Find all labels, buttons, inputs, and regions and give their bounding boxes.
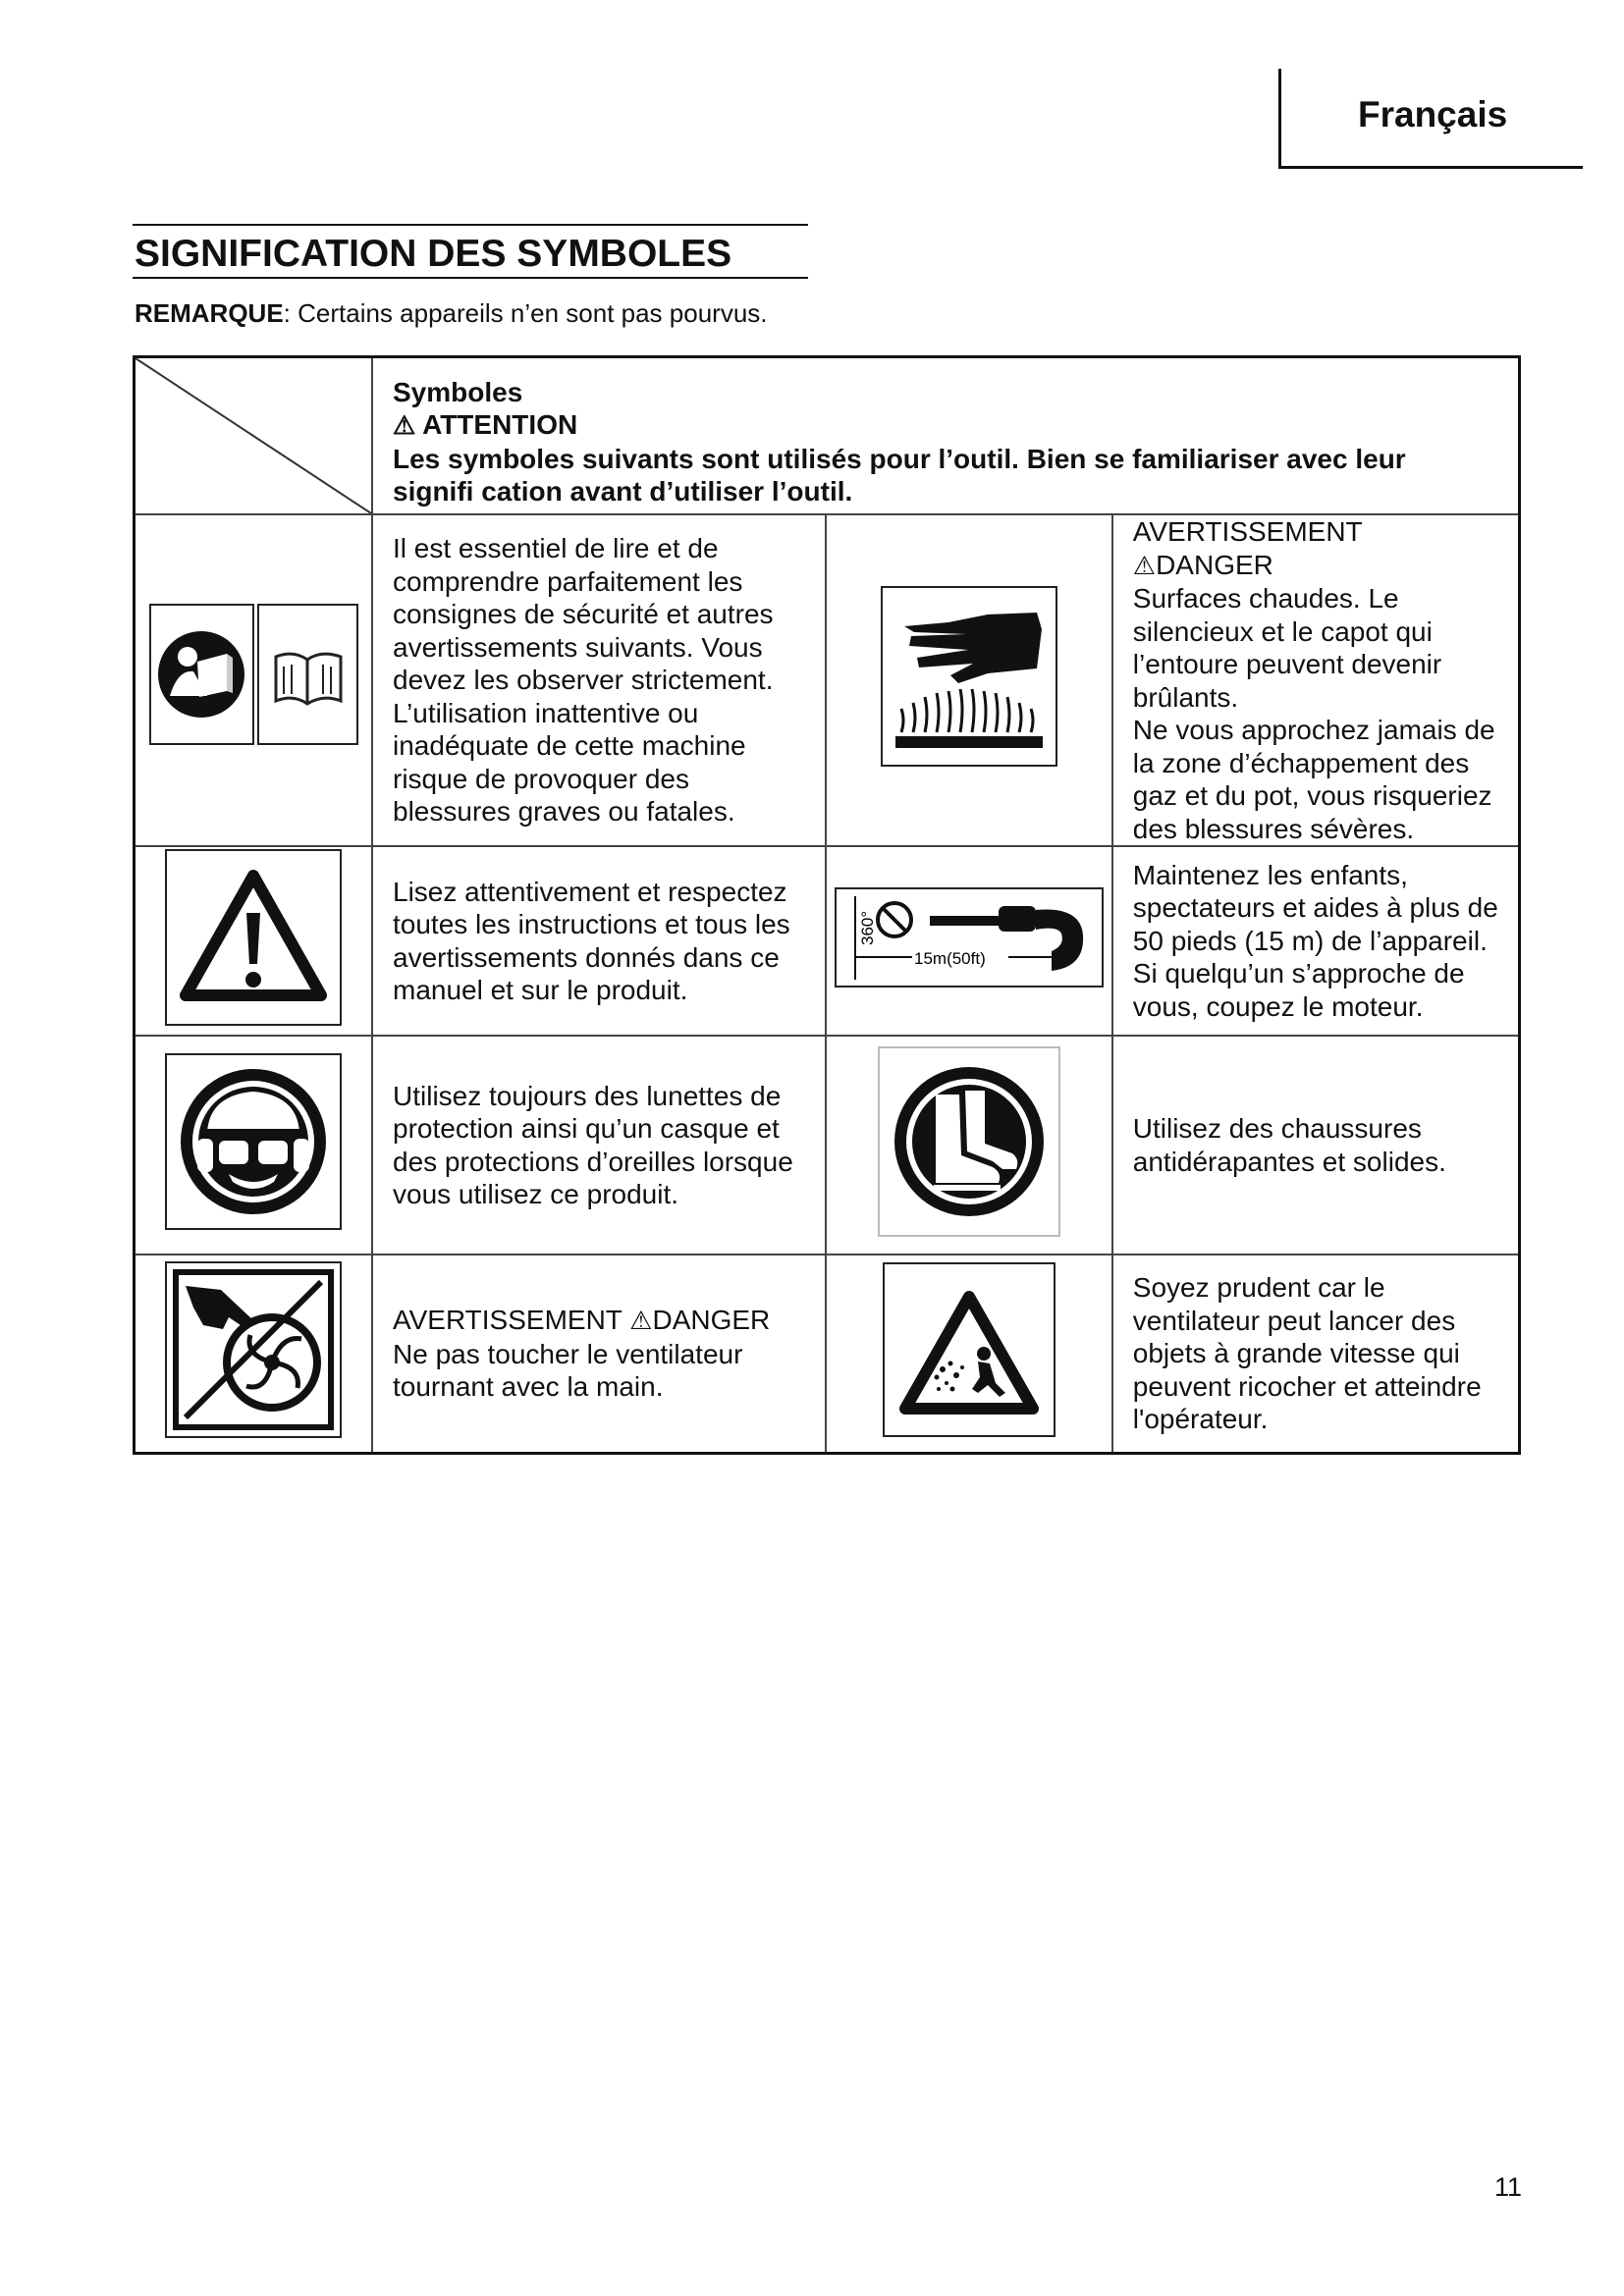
text-line [393, 1304, 815, 1338]
protective-gear-icon [164, 1052, 343, 1231]
note-text: : Certains appareils n’en sont pas pourvus. [283, 298, 768, 328]
text-line: antidérapantes et solides. [1132, 1146, 1446, 1177]
text-line: Surfaces chaudes. Le [1132, 583, 1399, 614]
text-line: brûlants. [1132, 681, 1239, 713]
symbols-table [133, 355, 1521, 1455]
warning-triangle-icon: ⚠ [629, 1306, 653, 1335]
section-title: SIGNIFICATION DES SYMBOLES [133, 224, 808, 279]
read-manual-icon [148, 603, 359, 750]
text-line: tournant avec la main. [393, 1371, 664, 1402]
danger-word: DANGER [652, 1305, 771, 1335]
text-line: toutes les instructions et tous les [393, 909, 790, 939]
row-2-left-text [372, 846, 826, 1036]
table-row [135, 1255, 1520, 1453]
thrown-objects-icon-cell [826, 1255, 1112, 1453]
danger-word: DANGER [1156, 549, 1273, 580]
header-text-line-2: signifi cation avant d’utiliser l’outil. [393, 476, 853, 507]
symbols-heading: Symboles [393, 376, 523, 407]
text-line: vous, coupez le moteur. [1132, 990, 1424, 1022]
table-header-row [135, 357, 1520, 515]
text-line: Si quelqu’un s’approche de [1132, 958, 1465, 989]
table-row [135, 1036, 1520, 1255]
header-text-line-1: Les symboles suivants sont utilisés pour l’outil. Bien se familiariser avec leur [393, 443, 1406, 474]
table-row [135, 846, 1520, 1036]
text-line: Soyez prudent car le [1132, 1272, 1385, 1303]
safety-boots-icon-cell [826, 1036, 1112, 1255]
hot-surface-icon [880, 585, 1058, 768]
row-1-right-text [1112, 514, 1520, 846]
text-line: Ne vous approchez jamais de [1132, 715, 1495, 745]
distance-label: 15m(50ft) [913, 948, 986, 968]
text-line: spectateurs et aides à plus de [1132, 892, 1498, 924]
text-line: la zone d’échappement des [1132, 747, 1470, 778]
text-line: manuel et sur le produit. [393, 975, 688, 1005]
text-line: peuvent ricocher et atteindre [1132, 1370, 1482, 1402]
text-line: l'opérateur. [1132, 1404, 1269, 1434]
angle-label: 360° [857, 910, 877, 945]
text-line: blessures graves ou fatales. [393, 796, 735, 828]
general-warning-icon [164, 848, 343, 1027]
row-1-left-text [372, 514, 826, 846]
text-line: gaz et du pot, vous risqueriez [1132, 780, 1492, 811]
row-3-left-text [372, 1036, 826, 1255]
protective-gear-icon-cell [135, 1036, 373, 1255]
keep-distance-icon [834, 886, 1105, 988]
text-line: Utilisez des chaussures [1132, 1113, 1422, 1144]
text-line: Il est essentiel de lire et de [393, 533, 719, 564]
text-line: objets à grande vitesse qui [1132, 1338, 1460, 1368]
hot-surface-icon-cell [826, 514, 1112, 846]
warning-word: AVERTISSEMENT [1132, 516, 1363, 547]
attention-label: ATTENTION [422, 409, 578, 440]
text-line: 50 pieds (15 m) de l’appareil. [1132, 925, 1488, 956]
safety-boots-icon [877, 1045, 1061, 1238]
text-line [1133, 515, 1508, 582]
language-tab [1278, 69, 1583, 169]
text-line: vous utilisez ce produit. [393, 1179, 679, 1209]
row-3-right-text [1112, 1036, 1520, 1255]
read-manual-icon-cell [135, 514, 373, 846]
table-row [135, 514, 1520, 846]
text-line: Ne pas toucher le ventilateur [393, 1338, 743, 1369]
text-line: avertissements donnés dans ce [393, 941, 780, 973]
page-number: 11 [1494, 2172, 1523, 2202]
row-2-right-text [1112, 846, 1520, 1036]
text-line: ventilateur peut lancer des [1132, 1305, 1456, 1336]
row-4-left-text [372, 1255, 826, 1453]
general-warning-icon-cell [135, 846, 373, 1036]
text-line: des protections d’oreilles lorsque [393, 1146, 793, 1177]
thrown-objects-icon [882, 1261, 1056, 1438]
text-line: comprendre parfaitement les [393, 565, 743, 597]
warning-word: AVERTISSEMENT [393, 1305, 630, 1335]
text-line: Lisez attentivement et respectez [393, 876, 787, 907]
rotating-fan-icon [164, 1260, 343, 1439]
language-label: Français [1358, 94, 1508, 134]
text-line: avertissements suivants. Vous [393, 631, 763, 663]
warning-triangle-icon: ⚠ [393, 410, 416, 440]
text-line: des blessures sévères. [1132, 813, 1415, 844]
warning-triangle-icon: ⚠ [1132, 550, 1157, 580]
text-line: L’utilisation inattentive ou [393, 697, 699, 728]
text-line: Maintenez les enfants, [1132, 859, 1408, 890]
note [135, 298, 768, 329]
rotating-fan-icon-cell [135, 1255, 373, 1453]
row-4-right-text [1112, 1255, 1520, 1453]
note-label: REMARQUE [135, 298, 284, 328]
text-line: devez les observer strictement. [393, 665, 774, 696]
diagonal-cell [135, 357, 373, 515]
text-line: risque de provoquer des [393, 763, 689, 794]
text-line: Utilisez toujours des lunettes de [393, 1080, 782, 1111]
diagonal-line [135, 358, 371, 513]
table-header [372, 357, 1520, 515]
text-line: inadéquate de cette machine [393, 730, 746, 762]
text-line: silencieux et le capot qui [1132, 615, 1433, 647]
text-line: consignes de sécurité et autres [393, 599, 774, 630]
keep-distance-icon-cell [826, 846, 1112, 1036]
text-line: protection ainsi qu’un casque et [393, 1113, 780, 1144]
text-line: l’entoure peuvent devenir [1132, 649, 1442, 679]
